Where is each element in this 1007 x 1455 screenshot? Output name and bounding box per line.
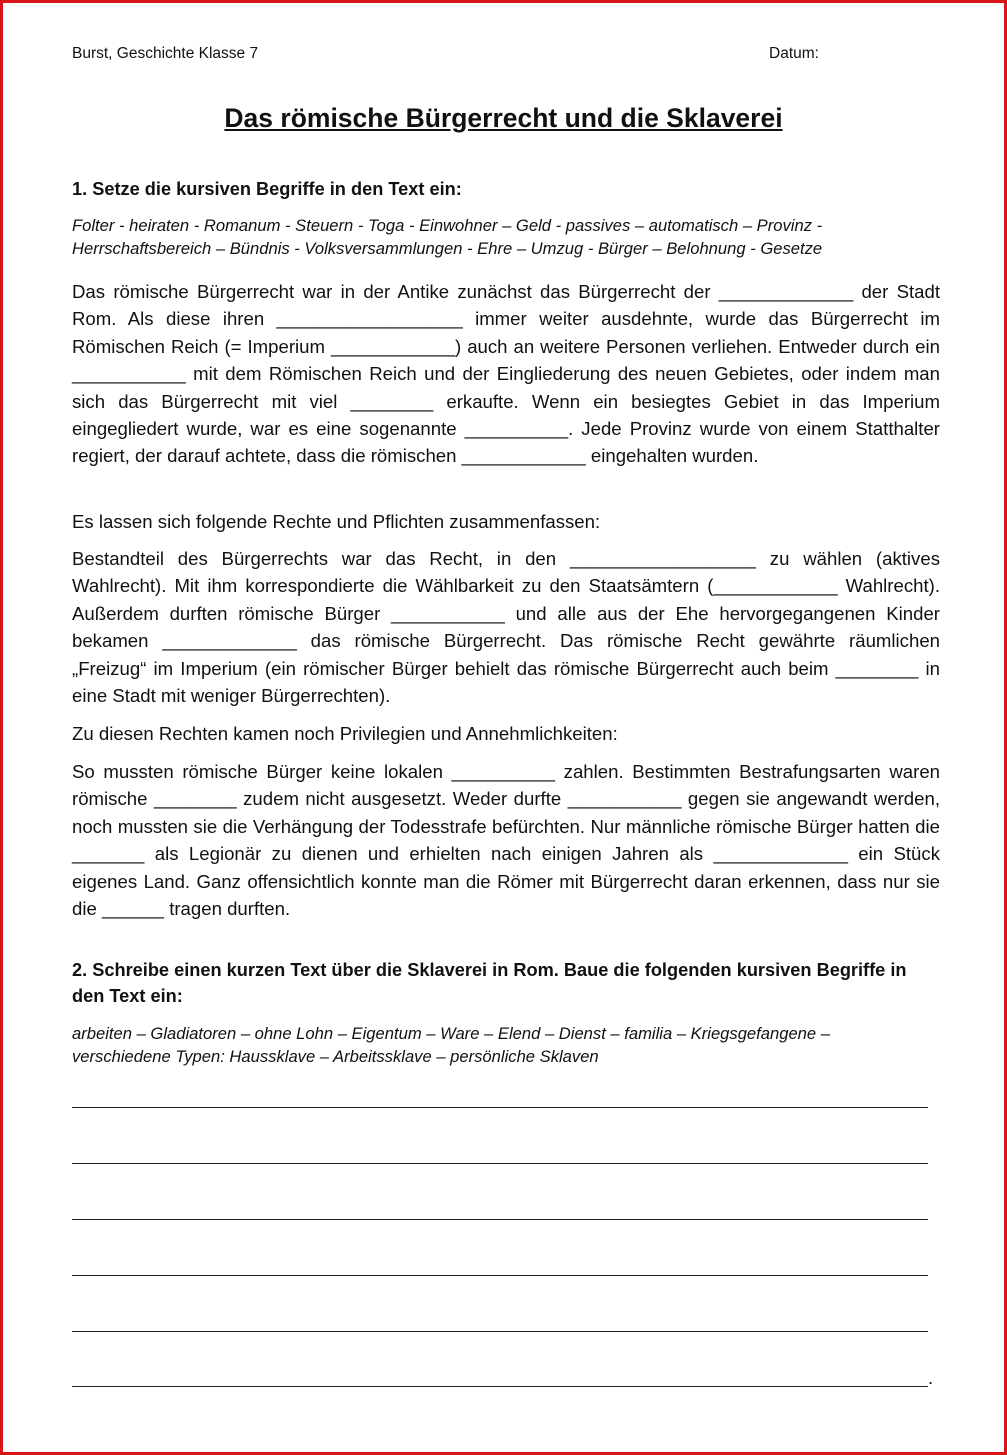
header-course: Burst, Geschichte Klasse 7 — [72, 45, 259, 62]
writing-line[interactable] — [72, 1275, 928, 1276]
writing-line[interactable] — [72, 1219, 928, 1220]
task1-heading: 1. Setze die kursiven Begriffe in den Text ein: — [72, 179, 462, 199]
task1-intro-privileges: Zu diesen Rechten kamen noch Privilegien und Annehmlichkeiten: — [72, 723, 618, 744]
page-title: Das römische Bürgerrecht und die Sklaverei — [224, 103, 783, 133]
task2-word-bank-line2: verschiedene Typen: Haussklave – Arbeitssklave – persönliche Sklaven — [72, 1047, 599, 1066]
header-date-label: Datum: — [769, 45, 819, 62]
writing-line[interactable] — [72, 1386, 928, 1387]
task1-cloze-paragraph3: So mussten römische Bürger keine lokalen __________ zahlen. Bestimmten Bestrafungsarten waren römische ________ zudem nicht ausgesetzt. Weder durfte ___________ gegen sie angewandt werden, noch mussten sie die Verhängung der Todesstrafe befürchten. Nur männliche römische Bürger hatten die _______ als Legionär zu dienen und erhielten nach einigen Jahren als _____________ ein Stück eigenes Land. Ganz offensichtlich konnte man die Römer mit Bürgerrecht daran erkennen, dass nur sie die ______ tragen durften. — [72, 761, 940, 920]
writing-line[interactable] — [72, 1163, 928, 1164]
writing-line[interactable] — [72, 1331, 928, 1332]
task2-word-bank-line1: arbeiten – Gladiatoren – ohne Lohn – Eigentum – Ware – Elend – Dienst – familia – Kriegsgefangene – — [72, 1024, 830, 1043]
task1-word-bank-line1: Folter - heiraten - Romanum - Steuern - Toga - Einwohner – Geld - passives – automatisch – Provinz - — [72, 216, 823, 235]
task1-intro-rights: Es lassen sich folgende Rechte und Pflichten zusammenfassen: — [72, 511, 601, 532]
final-period: . — [928, 1367, 934, 1388]
task1-cloze-paragraph2: Bestandteil des Bürgerrechts war das Recht, in den __________________ zu wählen (aktives Wahlrecht). Mit ihm korrespondierte die Wählbarkeit zu den Staatsämtern (____________ Wahlrecht). Außerdem durften römische Bürger ___________ und alle aus der Ehe hervorgegangenen Kinder bekamen _____________ das römische Bürgerrecht. Das römische Recht gewährte räumlichen „Freizug“ im Imperium (ein römischer Bürger behielt das römische Bürgerrecht auch beim ________ in eine Stadt mit weniger Bürgerrechten). — [72, 548, 940, 707]
task1-cloze-paragraph1: Das römische Bürgerrecht war in der Antike zunächst das Bürgerrecht der _____________ der Stadt Rom. Als diese ihren __________________ immer weiter ausdehnte, wurde das Bürgerrecht im Römischen Reich (= Imperium ____________) auch an weitere Personen verliehen. Entweder durch ein ___________ mit dem Römischen Reich und der Eingliederung des neuen Gebietes, oder indem man sich das Bürgerrecht mit viel ________ erkaufte. Wenn ein besiegtes Gebiet in das Imperium eingegliedert wurde, war es eine sogenannte __________. Jede Provinz wurde von einem Statthalter regiert, der darauf achtete, dass die römischen ____________ eingehalten wurden. — [72, 281, 940, 467]
writing-line[interactable] — [72, 1107, 928, 1108]
task1-word-bank-line2: Herrschaftsbereich – Bündnis - Volksversammlungen - Ehre – Umzug - Bürger – Belohnung - Gesetze — [72, 239, 823, 258]
task2-heading: 2. Schreibe einen kurzen Text über die Sklaverei in Rom. Baue die folgenden kursiven Begriffe in den Text ein: — [72, 960, 907, 1006]
